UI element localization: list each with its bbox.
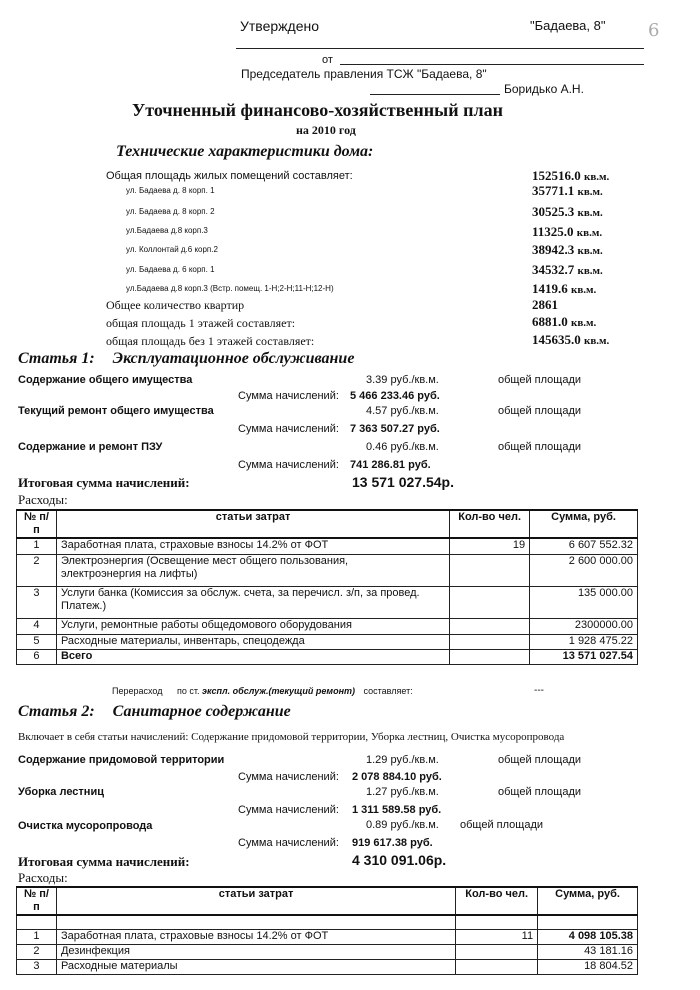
row-sum: 13 571 027.54 — [530, 649, 638, 664]
row-qty: 11 — [456, 929, 538, 944]
building-area: 38942.3 кв.м. — [532, 242, 603, 257]
table-row — [17, 618, 638, 634]
row-number: 1 — [17, 538, 57, 554]
charge-sum-label: Сумма начислений: — [238, 804, 339, 816]
header-item: статьи затрат — [56, 887, 455, 915]
article2-heading — [18, 703, 291, 721]
row-sum: 1 928 475.22 — [530, 634, 638, 649]
row-item: Расходные материалы, инвентарь, спецодежда — [56, 634, 449, 649]
signature-line-2 — [370, 94, 500, 95]
overspend-value: --- — [534, 685, 544, 696]
charge-item-rate: 4.57 руб./кв.м. — [366, 405, 439, 417]
row-item: Электроэнергия (Освещение мест общего пользования, электроэнергия на лифты) — [56, 554, 449, 586]
table-row — [17, 959, 638, 974]
row-qty — [450, 634, 530, 649]
address-label: "Бадаева, 8" — [530, 18, 606, 33]
corner-page-mark: 6 — [648, 20, 660, 41]
charge-item-basis: общей площади — [460, 819, 544, 831]
article2-total-label: Итоговая сумма начислений: — [18, 854, 190, 869]
row-number: 6 — [17, 649, 57, 664]
row-number: 2 — [17, 944, 57, 959]
charge-item-name: Содержание придомовой территории — [18, 754, 225, 766]
row-qty — [450, 586, 530, 618]
charge-item-rate: 1.27 руб./кв.м. — [366, 786, 439, 798]
from-label: от — [322, 54, 333, 66]
row-sum: 6 607 552.32 — [530, 538, 638, 554]
no-first-floor-value: 145635.0 кв.м. — [532, 332, 610, 347]
article1-expenses-table — [16, 509, 638, 665]
building-label: ул. Бадаева д. 8 корп. 2 — [126, 207, 215, 216]
row-number: 3 — [17, 586, 57, 618]
row-item: Расходные материалы — [56, 959, 455, 974]
table-row — [17, 634, 638, 649]
charge-sum-label: Сумма начислений: — [238, 771, 339, 783]
row-number: 5 — [17, 634, 57, 649]
row-qty: 19 — [450, 538, 530, 554]
flats-value: 2861 — [532, 297, 558, 312]
row-number: 4 — [17, 618, 57, 634]
row-sum: 2300000.00 — [530, 618, 638, 634]
table-row — [17, 586, 638, 618]
overspend-tail: составляет: — [363, 686, 413, 696]
table-row — [17, 538, 638, 554]
table-total-row — [17, 649, 638, 664]
signature-line-1 — [236, 48, 644, 49]
header-qty: Кол-во чел. — [456, 887, 538, 915]
charge-sum-value: 919 617.38 руб. — [352, 837, 433, 849]
article1-number: Статья 1: — [18, 350, 95, 367]
building-area: 1419.6 кв.м. — [532, 281, 597, 296]
charge-item-name: Содержание общего имущества — [18, 374, 193, 386]
article1-expenses-label: Расходы: — [18, 492, 68, 507]
overspend-article: экспл. обслуж.(текущий ремонт) — [202, 686, 356, 696]
row-item: Дезинфекция — [56, 944, 455, 959]
header-qty: Кол-во чел. — [450, 510, 530, 538]
header-sum: Сумма, руб. — [530, 510, 638, 538]
building-area: 11325.0 кв.м. — [532, 224, 603, 239]
header-item: статьи затрат — [56, 510, 449, 538]
table-row — [17, 554, 638, 586]
charge-sum-value: 2 078 884.10 руб. — [352, 771, 442, 783]
building-label: ул.Бадаева д.8 корп.3 (Встр. помещ. 1-Н;2-Н;11-Н;12-Н) — [126, 284, 334, 293]
charge-sum-value: 1 311 589.58 руб. — [352, 804, 442, 816]
charge-item-basis: общей площади — [498, 754, 582, 766]
table-header-row — [17, 510, 638, 538]
row-item: Услуги, ремонтные работы общедомового оборудования — [56, 618, 449, 634]
table-row — [17, 944, 638, 959]
flats-label: Общее количество квартир — [106, 298, 245, 312]
charge-item-rate: 3.39 руб./кв.м. — [366, 374, 439, 386]
row-item: Всего — [56, 649, 449, 664]
header-number: № п/п — [17, 510, 57, 538]
table-header-row — [17, 887, 638, 915]
row-qty — [450, 554, 530, 586]
table-row — [17, 929, 638, 944]
header-sum: Сумма, руб. — [538, 887, 638, 915]
building-label: ул. Коллонтай д.6 корп.2 — [126, 245, 218, 254]
row-sum: 135 000.00 — [530, 586, 638, 618]
charge-sum-label: Сумма начислений: — [238, 423, 339, 435]
article2-number: Статья 2: — [18, 703, 95, 720]
article1-total-label: Итоговая сумма начислений: — [18, 475, 190, 490]
row-item: Услуги банка (Комиссия за обслуж. счета, за перечисл. з/п, за провед. Платеж.) — [56, 586, 449, 618]
row-qty — [450, 649, 530, 664]
row-sum: 4 098 105.38 — [538, 929, 638, 944]
charge-sum-label: Сумма начислений: — [238, 459, 339, 471]
table-row — [17, 915, 638, 929]
charge-sum-value: 741 286.81 руб. — [350, 459, 431, 471]
building-label: ул. Бадаева д. 6 корп. 1 — [126, 265, 215, 274]
date-line — [340, 64, 644, 65]
article1-total-value: 13 571 027.54р. — [352, 474, 454, 490]
tech-heading: Технические характеристики дома: — [116, 143, 374, 160]
chair-label: Председатель правления ТСЖ "Бадаева, 8" — [241, 67, 487, 81]
charge-item-basis: общей площади — [498, 786, 582, 798]
row-number: 1 — [17, 929, 57, 944]
charge-item-name: Очистка мусоропровода — [18, 820, 153, 832]
building-label: ул. Бадаева д. 8 корп. 1 — [126, 186, 215, 195]
charge-sum-value: 7 363 507.27 руб. — [350, 423, 440, 435]
article2-expenses-label: Расходы: — [18, 870, 68, 885]
charge-item-rate: 1.29 руб./кв.м. — [366, 754, 439, 766]
overspend-line — [112, 686, 413, 696]
row-sum: 43 181.16 — [538, 944, 638, 959]
article2-total-value: 4 310 091.06р. — [352, 852, 447, 868]
row-qty — [450, 618, 530, 634]
charge-sum-label: Сумма начислений: — [238, 390, 339, 402]
signer-name: Боридько А.Н. — [504, 82, 584, 96]
document-subtitle: на 2010 год — [296, 123, 356, 137]
row-number: 2 — [17, 554, 57, 586]
article2-expenses-table — [16, 886, 638, 975]
row-qty — [456, 959, 538, 974]
article2-includes: Включает в себя статьи начислений: Содержание придомовой территории, Уборка лестниц, Очистка мусоропровода — [18, 731, 565, 743]
building-label: ул.Бадаева д.8 корп.3 — [126, 226, 208, 235]
no-first-floor-label: общая площадь без 1 этажей составляет: — [106, 334, 315, 348]
header-number: № п/п — [17, 887, 57, 915]
charge-item-rate: 0.89 руб./кв.м. — [366, 819, 439, 831]
document-title: Уточненный финансово-хозяйственный план — [132, 100, 503, 120]
charge-sum-label: Сумма начислений: — [238, 837, 339, 849]
charge-item-rate: 0.46 руб./кв.м. — [366, 441, 439, 453]
charge-item-name: Содержание и ремонт ПЗУ — [18, 441, 163, 453]
charge-sum-value: 5 466 233.46 руб. — [350, 390, 440, 402]
charge-item-basis: общей площади — [498, 405, 582, 417]
first-floor-value: 6881.0 кв.м. — [532, 314, 597, 329]
article1-title: Эксплуатационное обслуживание — [112, 350, 355, 367]
approved-label: Утверждено — [240, 18, 319, 34]
building-area: 34532.7 кв.м. — [532, 262, 603, 277]
row-item: Заработная плата, страховые взносы 14.2% от ФОТ — [56, 929, 455, 944]
charge-item-name: Текущий ремонт общего имущества — [18, 405, 214, 417]
charge-item-name: Уборка лестниц — [18, 786, 104, 798]
building-area: 35771.1 кв.м. — [532, 183, 603, 198]
row-sum: 2 600 000.00 — [530, 554, 638, 586]
charge-item-basis: общей площади — [498, 374, 582, 386]
total-area-label: Общая площадь жилых помещений составляет: — [106, 170, 353, 182]
overspend-label: Перерасход — [112, 686, 163, 696]
row-qty — [456, 944, 538, 959]
building-area: 30525.3 кв.м. — [532, 204, 603, 219]
first-floor-label: общая площадь 1 этажей составляет: — [106, 316, 296, 330]
row-sum: 18 804.52 — [538, 959, 638, 974]
article2-title: Санитарное содержание — [112, 703, 291, 720]
row-number: 3 — [17, 959, 57, 974]
row-item: Заработная плата, страховые взносы 14.2% от ФОТ — [56, 538, 449, 554]
total-area-value: 152516.0 кв.м. — [532, 168, 610, 183]
article1-heading — [18, 350, 354, 368]
overspend-by: по ст. — [176, 686, 200, 696]
charge-item-basis: общей площади — [498, 441, 582, 453]
